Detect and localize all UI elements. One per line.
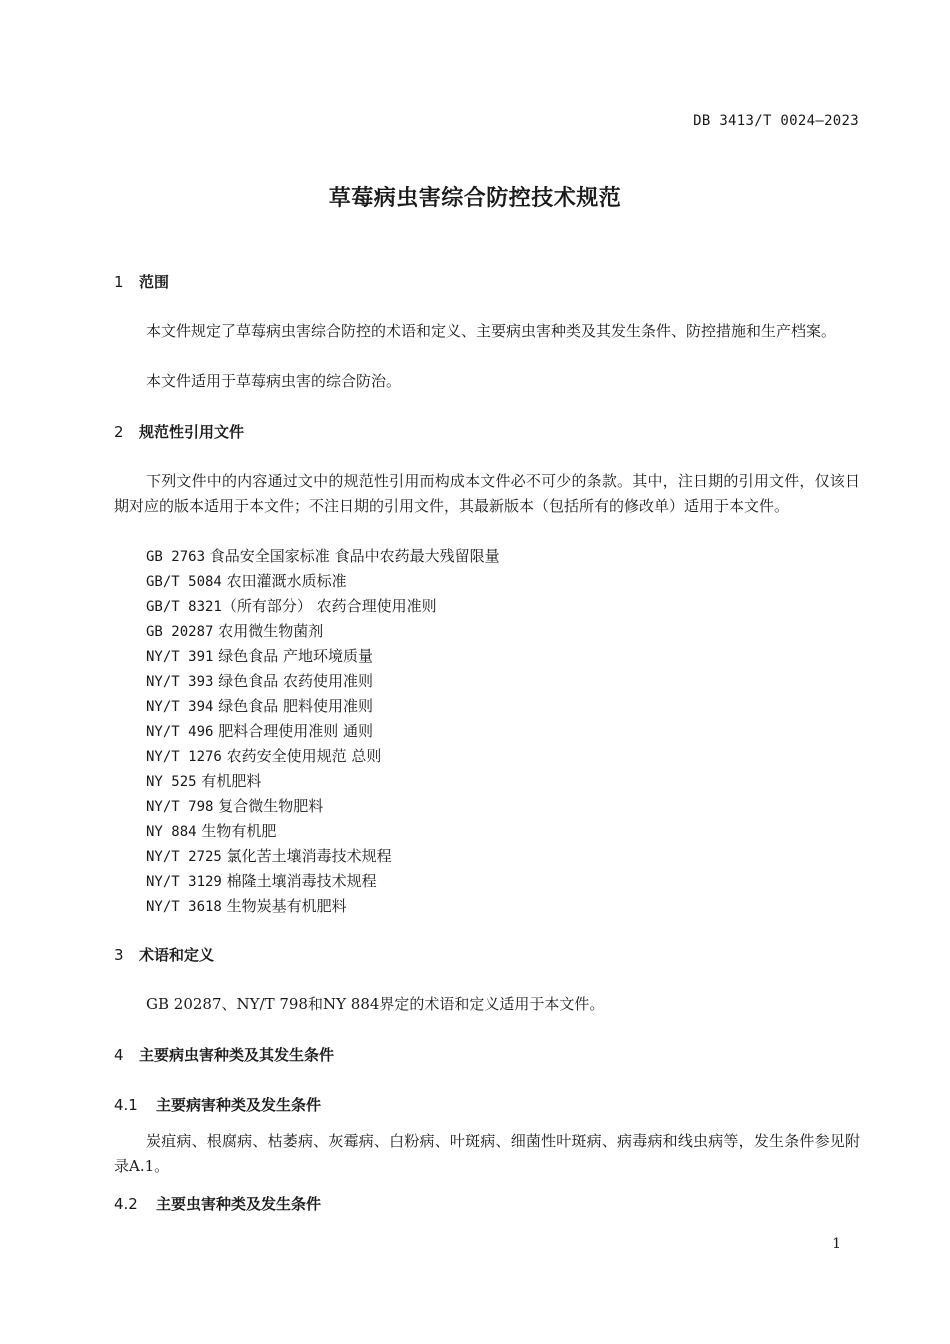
- reference-title: 复合微生物肥料: [218, 797, 324, 815]
- reference-item: [146, 619, 500, 644]
- standard-number: DB 3413/T 0024—2023: [693, 113, 859, 129]
- reference-code: NY/T 394: [146, 699, 214, 715]
- section-3-heading: [114, 944, 214, 965]
- reference-title: 农用微生物菌剂: [218, 622, 324, 640]
- diseases-paragraph: 炭疽病、根腐病、枯萎病、灰霉病、白粉病、叶斑病、细菌性叶斑病、病毒病和线虫病等，发生条件参见附录A.1。: [114, 1132, 860, 1175]
- section-number: 4: [114, 1046, 124, 1064]
- section-4-heading: [114, 1044, 334, 1065]
- reference-title: 棉隆土壤消毒技术规程: [226, 872, 377, 890]
- section-title: 主要病虫害种类及其发生条件: [139, 1046, 335, 1064]
- reference-item: [146, 794, 500, 819]
- reference-item: [146, 719, 500, 744]
- section-4-1-heading: [114, 1094, 321, 1115]
- reference-code: NY/T 3129: [146, 874, 222, 890]
- reference-code: NY/T 3618: [146, 899, 222, 915]
- terms-paragraph: GB 20287、NY/T 798和NY 884界定的术语和定义适用于本文件。: [146, 995, 605, 1013]
- reference-code: NY/T 1276: [146, 749, 222, 765]
- reference-item: [146, 869, 500, 894]
- references-intro-paragraph: 下列文件中的内容通过文中的规范性引用而构成本文件必不可少的条款。其中，注日期的引用文件，仅该日期对应的版本适用于本文件；不注日期的引用文件，其最新版本（包括所有的修改单）适用于本文件。: [114, 472, 860, 515]
- reference-code: NY/T 798: [146, 799, 214, 815]
- section-number: 2: [114, 423, 124, 441]
- scope-paragraph-1: 本文件规定了草莓病虫害综合防控的术语和定义、主要病虫害种类及其发生条件、防控措施和生产档案。: [146, 322, 837, 340]
- page-title: 草莓病虫害综合防控技术规范: [328, 186, 622, 211]
- section-number: 4.1: [114, 1096, 138, 1114]
- reference-title: 有机肥料: [201, 772, 262, 790]
- section-number: 1: [114, 273, 124, 291]
- section-title: 范围: [139, 273, 170, 291]
- reference-item: [146, 694, 500, 719]
- reference-title: 氯化苦土壤消毒技术规程: [226, 847, 392, 865]
- page-number: 1: [832, 1236, 841, 1252]
- reference-code: GB/T 5084: [146, 574, 222, 590]
- reference-item: [146, 894, 500, 919]
- reference-item: [146, 744, 500, 769]
- section-title: 主要虫害种类及发生条件: [156, 1195, 322, 1213]
- reference-title: 绿色食品 农药使用准则: [218, 672, 373, 690]
- reference-title: 绿色食品 产地环境质量: [218, 647, 373, 665]
- reference-item: [146, 844, 500, 869]
- reference-code: GB/T 8321: [146, 599, 222, 615]
- reference-title: 绿色食品 肥料使用准则: [218, 697, 373, 715]
- reference-title: 农田灌溉水质标准: [226, 572, 347, 590]
- reference-title: 农药安全使用规范 总则: [226, 747, 382, 765]
- section-title: 主要病害种类及发生条件: [156, 1096, 322, 1114]
- reference-code: GB 20287: [146, 624, 214, 640]
- section-title: 规范性引用文件: [139, 423, 245, 441]
- reference-list: [146, 544, 500, 919]
- section-number: 3: [114, 946, 124, 964]
- reference-code: NY/T 391: [146, 649, 214, 665]
- section-number: 4.2: [114, 1195, 138, 1213]
- reference-title: 肥料合理使用准则 通则: [218, 722, 373, 740]
- reference-code: NY/T 2725: [146, 849, 222, 865]
- reference-item: [146, 669, 500, 694]
- reference-title: （所有部分） 农药合理使用准则: [221, 597, 437, 615]
- reference-item: [146, 594, 500, 619]
- reference-title: 生物炭基有机肥料: [226, 897, 347, 915]
- reference-title: 生物有机肥: [201, 822, 277, 840]
- section-2-heading: [114, 421, 244, 442]
- reference-code: NY 884: [146, 824, 197, 840]
- reference-item: [146, 819, 500, 844]
- reference-code: NY/T 393: [146, 674, 214, 690]
- reference-code: GB 2763: [146, 549, 206, 565]
- reference-code: NY 525: [146, 774, 197, 790]
- section-title: 术语和定义: [139, 946, 215, 964]
- reference-item: [146, 769, 500, 794]
- scope-paragraph-2: 本文件适用于草莓病虫害的综合防治。: [146, 372, 402, 390]
- reference-item: [146, 569, 500, 594]
- reference-item: [146, 544, 500, 569]
- reference-item: [146, 644, 500, 669]
- section-1-heading: [114, 271, 169, 292]
- reference-title: 食品安全国家标准 食品中农药最大残留限量: [209, 547, 500, 565]
- reference-code: NY/T 496: [146, 724, 214, 740]
- section-4-2-heading: [114, 1193, 321, 1214]
